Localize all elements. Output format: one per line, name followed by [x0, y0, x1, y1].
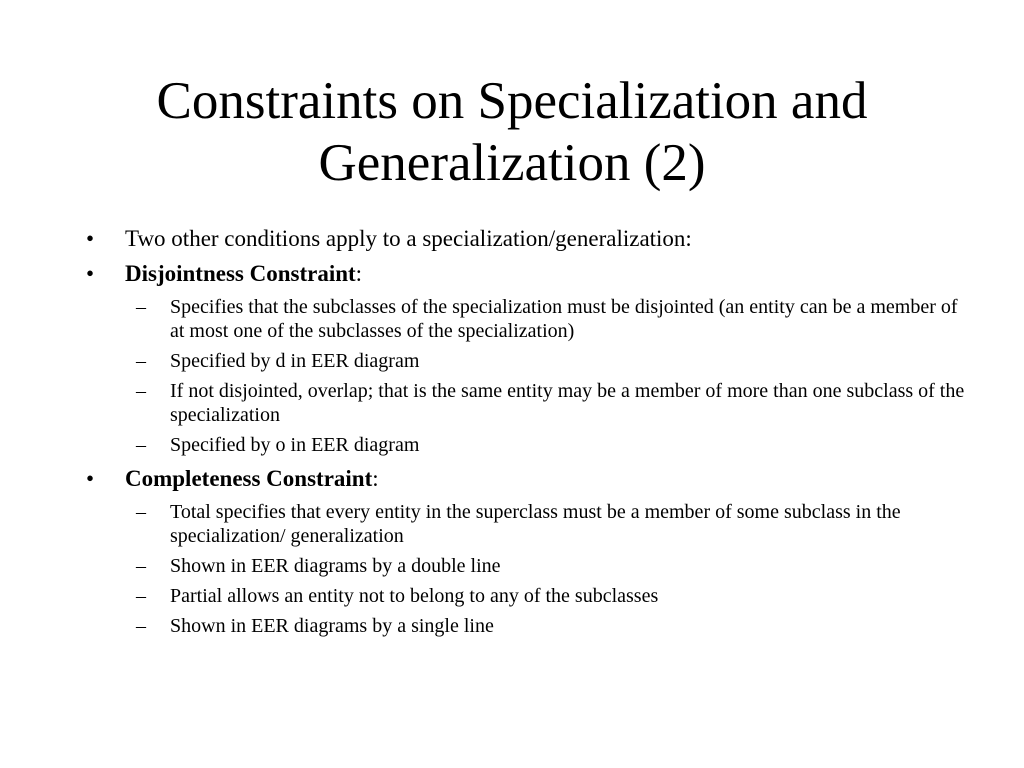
- title-line-1: Constraints on Specialization and: [156, 72, 868, 130]
- sub-item: [125, 433, 966, 457]
- dash-icon: –: [136, 585, 146, 607]
- sub-item: [125, 349, 966, 373]
- completeness-heading: Completeness Constraint: [125, 466, 373, 491]
- dash-icon: –: [136, 380, 146, 402]
- sub-item: [125, 500, 966, 548]
- heading-colon: :: [355, 261, 363, 286]
- slide-title: [60, 70, 964, 194]
- sub-item-text: Shown in EER diagrams by a single line: [170, 615, 494, 637]
- sub-item-text: Total specifies that every entity in the superclass must be a member of some subclass in the specialization/ generalization: [170, 501, 901, 547]
- sub-item: [125, 554, 966, 578]
- bullet-icon: •: [86, 226, 95, 251]
- dash-icon: –: [136, 434, 146, 456]
- disjointness-sublist: [125, 295, 966, 457]
- bullet-text: Two other conditions apply to a specialization/generalization:: [125, 226, 692, 251]
- sub-item-text: If not disjointed, overlap; that is the same entity may be a member of more than one subclass of the specialization: [170, 380, 965, 426]
- bullet-list: [86, 226, 966, 647]
- sub-item: [125, 584, 966, 608]
- completeness-sublist: [125, 500, 966, 638]
- sub-item-text: Specified by d in EER diagram: [170, 350, 420, 372]
- dash-icon: –: [136, 296, 146, 318]
- bullet-item-conditions: [86, 226, 966, 252]
- sub-item-text: Specifies that the subclasses of the specialization must be disjointed (an entity can be a member of at most one of the subclasses of the specialization): [170, 296, 958, 342]
- bullet-item-completeness: [86, 466, 966, 638]
- dash-icon: –: [136, 350, 146, 372]
- sub-item-text: Specified by o in EER diagram: [170, 434, 420, 456]
- disjointness-heading: Disjointness Constraint: [125, 261, 356, 286]
- dash-icon: –: [136, 501, 146, 523]
- dash-icon: –: [136, 615, 146, 637]
- sub-item-text: Partial allows an entity not to belong to any of the subclasses: [170, 585, 659, 607]
- bullet-icon: •: [86, 261, 95, 286]
- sub-item-text: Shown in EER diagrams by a double line: [170, 555, 501, 577]
- sub-item: [125, 379, 966, 427]
- bullet-item-disjointness: [86, 261, 966, 457]
- heading-colon: :: [372, 466, 379, 491]
- title-line-2: Generalization (2): [318, 134, 706, 192]
- sub-item: [125, 295, 966, 343]
- bullet-icon: •: [86, 466, 95, 491]
- sub-item: [125, 614, 966, 638]
- dash-icon: –: [136, 555, 146, 577]
